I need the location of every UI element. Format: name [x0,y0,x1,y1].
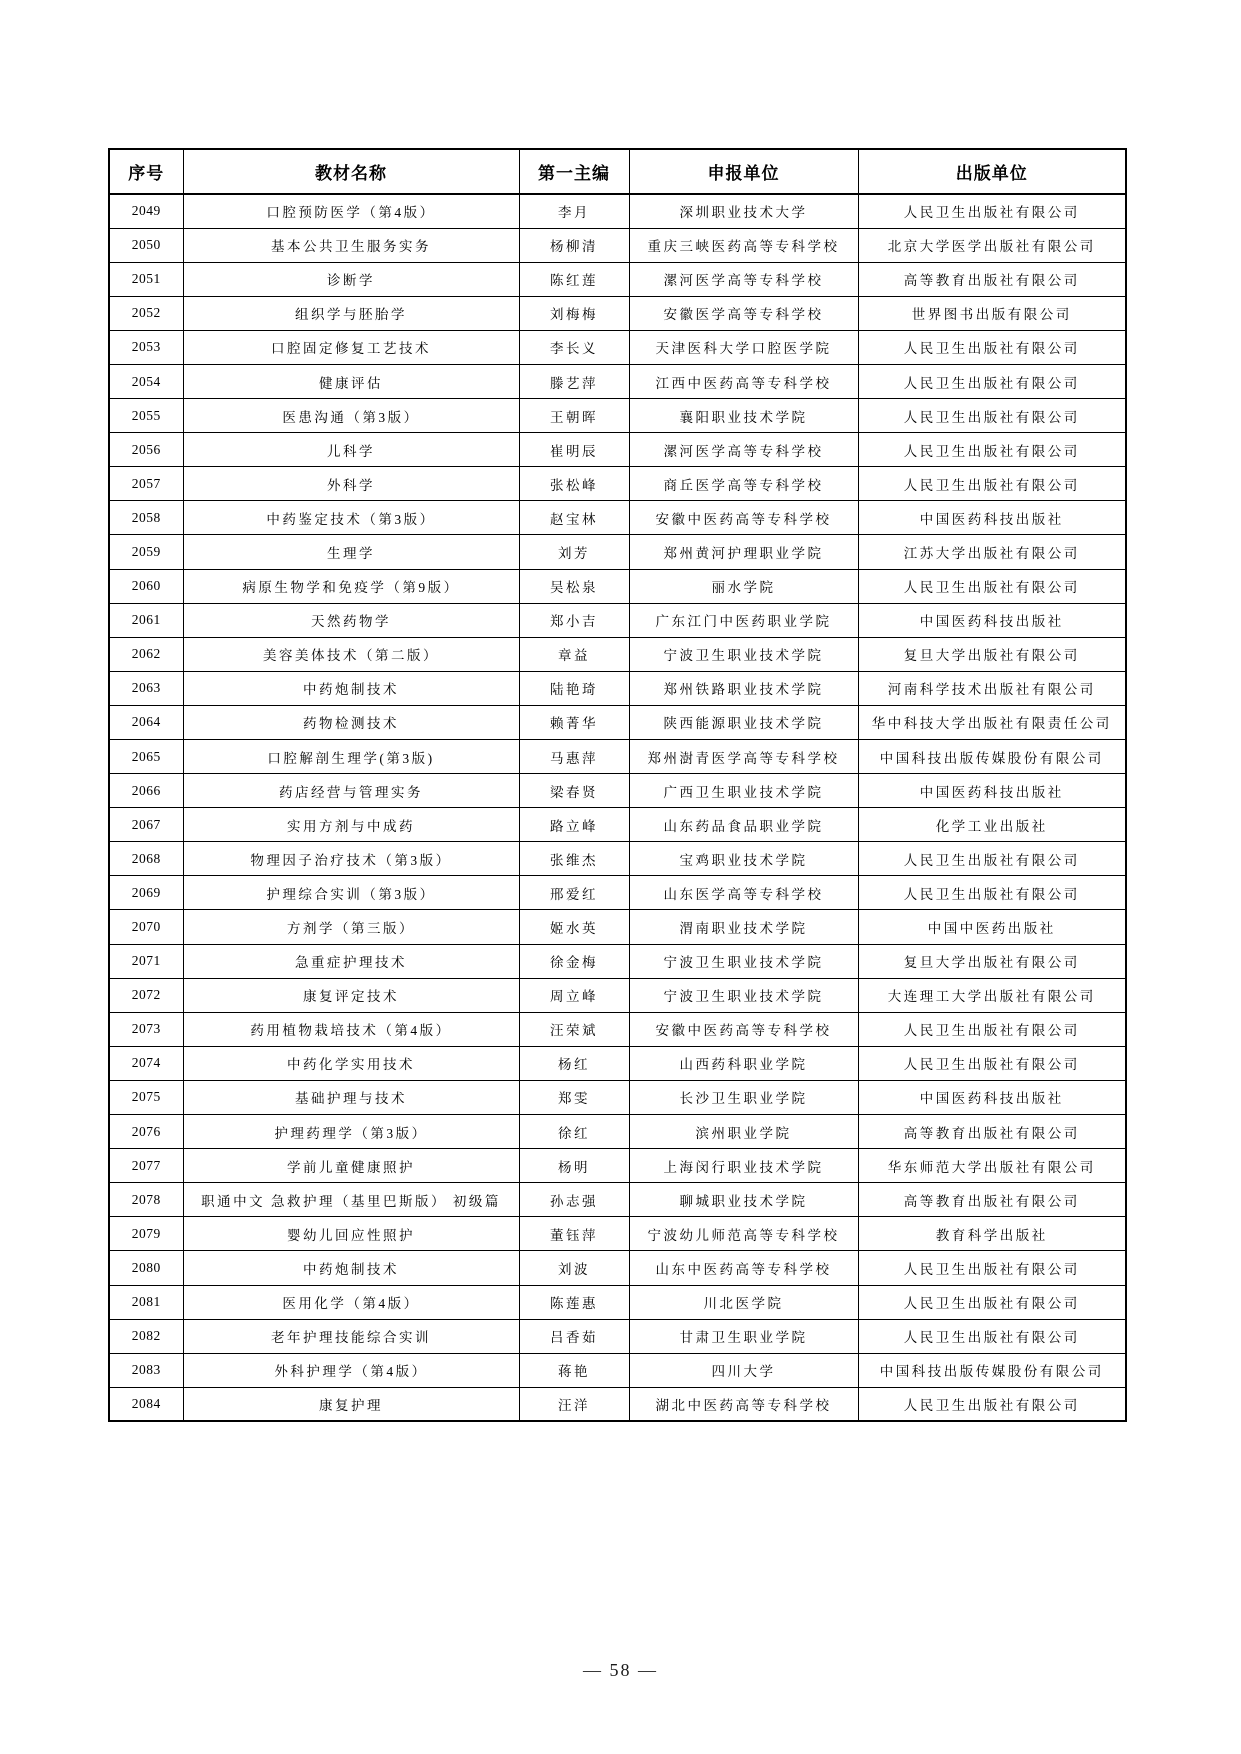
table-row [109,978,1126,1012]
cell-publisher: 中国科技出版传媒股份有限公司 [858,740,1126,774]
cell-first-editor: 郑雯 [519,1080,629,1114]
cell-first-editor: 姬水英 [519,910,629,944]
cell-serial-number: 2061 [109,603,183,637]
table-row [109,1251,1126,1285]
cell-publisher: 人民卫生出版社有限公司 [858,364,1126,398]
cell-publisher: 化学工业出版社 [858,808,1126,842]
cell-applicant-org: 陕西能源职业技术学院 [629,705,858,739]
cell-serial-number: 2072 [109,978,183,1012]
table-row [109,1353,1126,1387]
cell-publisher: 北京大学医学出版社有限公司 [858,228,1126,262]
cell-textbook-name: 儿科学 [183,433,519,467]
cell-serial-number: 2080 [109,1251,183,1285]
cell-first-editor: 董钰萍 [519,1217,629,1251]
cell-publisher: 高等教育出版社有限公司 [858,1115,1126,1149]
table-row [109,1046,1126,1080]
cell-first-editor: 邢爱红 [519,876,629,910]
cell-first-editor: 杨红 [519,1046,629,1080]
table-row [109,433,1126,467]
header-cell-title: 教材名称 [183,149,519,194]
cell-publisher: 人民卫生出版社有限公司 [858,1387,1126,1421]
cell-applicant-org: 漯河医学高等专科学校 [629,433,858,467]
cell-applicant-org: 山东医学高等专科学校 [629,876,858,910]
cell-applicant-org: 渭南职业技术学院 [629,910,858,944]
cell-publisher: 高等教育出版社有限公司 [858,1183,1126,1217]
cell-textbook-name: 诊断学 [183,262,519,296]
table-row [109,1387,1126,1421]
cell-serial-number: 2073 [109,1012,183,1046]
cell-textbook-name: 康复评定技术 [183,978,519,1012]
cell-publisher: 中国医药科技出版社 [858,774,1126,808]
cell-applicant-org: 宁波卫生职业技术学院 [629,637,858,671]
cell-serial-number: 2079 [109,1217,183,1251]
cell-publisher: 江苏大学出版社有限公司 [858,535,1126,569]
cell-applicant-org: 滨州职业学院 [629,1115,858,1149]
cell-serial-number: 2056 [109,433,183,467]
table-row [109,501,1126,535]
table-row [109,194,1126,228]
cell-first-editor: 张松峰 [519,467,629,501]
table-row [109,228,1126,262]
cell-first-editor: 杨柳清 [519,228,629,262]
table-row [109,330,1126,364]
cell-first-editor: 陆艳琦 [519,671,629,705]
cell-applicant-org: 川北医学院 [629,1285,858,1319]
cell-textbook-name: 婴幼儿回应性照护 [183,1217,519,1251]
cell-publisher: 世界图书出版有限公司 [858,296,1126,330]
cell-applicant-org: 湖北中医药高等专科学校 [629,1387,858,1421]
header-cell-no: 序号 [109,149,183,194]
table-row [109,1319,1126,1353]
cell-publisher: 人民卫生出版社有限公司 [858,569,1126,603]
cell-publisher: 中国科技出版传媒股份有限公司 [858,1353,1126,1387]
cell-first-editor: 张维杰 [519,842,629,876]
cell-textbook-name: 方剂学（第三版） [183,910,519,944]
cell-first-editor: 滕艺萍 [519,364,629,398]
cell-textbook-name: 药用植物栽培技术（第4版） [183,1012,519,1046]
table-row [109,842,1126,876]
cell-serial-number: 2064 [109,705,183,739]
cell-first-editor: 梁春贤 [519,774,629,808]
cell-publisher: 人民卫生出版社有限公司 [858,194,1126,228]
cell-textbook-name: 外科学 [183,467,519,501]
table-row [109,296,1126,330]
cell-first-editor: 刘梅梅 [519,296,629,330]
cell-publisher: 复旦大学出版社有限公司 [858,637,1126,671]
cell-first-editor: 刘芳 [519,535,629,569]
header-cell-org: 申报单位 [629,149,858,194]
cell-serial-number: 2059 [109,535,183,569]
cell-serial-number: 2063 [109,671,183,705]
cell-first-editor: 吕香茹 [519,1319,629,1353]
header-cell-editor: 第一主编 [519,149,629,194]
cell-serial-number: 2078 [109,1183,183,1217]
cell-applicant-org: 宁波幼儿师范高等专科学校 [629,1217,858,1251]
cell-applicant-org: 深圳职业技术大学 [629,194,858,228]
table-row [109,740,1126,774]
cell-textbook-name: 口腔固定修复工艺技术 [183,330,519,364]
cell-first-editor: 刘波 [519,1251,629,1285]
cell-applicant-org: 郑州铁路职业技术学院 [629,671,858,705]
cell-applicant-org: 郑州黄河护理职业学院 [629,535,858,569]
cell-publisher: 中国医药科技出版社 [858,1080,1126,1114]
header-cell-publisher: 出版单位 [858,149,1126,194]
cell-textbook-name: 药物检测技术 [183,705,519,739]
table-row [109,467,1126,501]
cell-publisher: 人民卫生出版社有限公司 [858,1012,1126,1046]
table-row [109,910,1126,944]
cell-textbook-name: 健康评估 [183,364,519,398]
cell-textbook-name: 中药化学实用技术 [183,1046,519,1080]
table-row [109,876,1126,910]
page-footer [0,1660,1241,1681]
table-row [109,637,1126,671]
cell-publisher: 人民卫生出版社有限公司 [858,467,1126,501]
table-row [109,808,1126,842]
table-row [109,944,1126,978]
cell-serial-number: 2084 [109,1387,183,1421]
cell-publisher: 大连理工大学出版社有限公司 [858,978,1126,1012]
cell-first-editor: 陈莲惠 [519,1285,629,1319]
table-row [109,364,1126,398]
cell-publisher: 人民卫生出版社有限公司 [858,433,1126,467]
cell-textbook-name: 基础护理与技术 [183,1080,519,1114]
cell-serial-number: 2057 [109,467,183,501]
table-row [109,1217,1126,1251]
table-header-row [109,149,1126,194]
cell-publisher: 人民卫生出版社有限公司 [858,1285,1126,1319]
table-row [109,705,1126,739]
table-row [109,1080,1126,1114]
cell-serial-number: 2049 [109,194,183,228]
cell-first-editor: 蒋艳 [519,1353,629,1387]
cell-first-editor: 李月 [519,194,629,228]
cell-publisher: 中国中医药出版社 [858,910,1126,944]
cell-serial-number: 2074 [109,1046,183,1080]
cell-publisher: 中国医药科技出版社 [858,501,1126,535]
cell-publisher: 中国医药科技出版社 [858,603,1126,637]
cell-textbook-name: 医患沟通（第3版） [183,399,519,433]
cell-serial-number: 2053 [109,330,183,364]
cell-applicant-org: 漯河医学高等专科学校 [629,262,858,296]
cell-applicant-org: 重庆三峡医药高等专科学校 [629,228,858,262]
table-row [109,1012,1126,1046]
table-row [109,1285,1126,1319]
cell-textbook-name: 护理药理学（第3版） [183,1115,519,1149]
cell-textbook-name: 医用化学（第4版） [183,1285,519,1319]
cell-applicant-org: 广东江门中医药职业学院 [629,603,858,637]
cell-textbook-name: 生理学 [183,535,519,569]
cell-serial-number: 2060 [109,569,183,603]
cell-first-editor: 章益 [519,637,629,671]
cell-textbook-name: 中药鉴定技术（第3版） [183,501,519,535]
cell-textbook-name: 物理因子治疗技术（第3版） [183,842,519,876]
cell-first-editor: 路立峰 [519,808,629,842]
cell-textbook-name: 实用方剂与中成药 [183,808,519,842]
cell-applicant-org: 山东中医药高等专科学校 [629,1251,858,1285]
table-row [109,1115,1126,1149]
cell-first-editor: 周立峰 [519,978,629,1012]
table-row [109,399,1126,433]
cell-publisher: 教育科学出版社 [858,1217,1126,1251]
cell-textbook-name: 药店经营与管理实务 [183,774,519,808]
cell-applicant-org: 山西药科职业学院 [629,1046,858,1080]
cell-first-editor: 吴松泉 [519,569,629,603]
table-row [109,535,1126,569]
cell-textbook-name: 病原生物学和免疫学（第9版） [183,569,519,603]
table-row [109,262,1126,296]
cell-applicant-org: 宁波卫生职业技术学院 [629,978,858,1012]
cell-first-editor: 赖菁华 [519,705,629,739]
cell-serial-number: 2062 [109,637,183,671]
cell-applicant-org: 襄阳职业技术学院 [629,399,858,433]
cell-serial-number: 2076 [109,1115,183,1149]
cell-applicant-org: 天津医科大学口腔医学院 [629,330,858,364]
cell-publisher: 人民卫生出版社有限公司 [858,842,1126,876]
cell-serial-number: 2051 [109,262,183,296]
cell-textbook-name: 老年护理技能综合实训 [183,1319,519,1353]
cell-first-editor: 汪荣斌 [519,1012,629,1046]
cell-applicant-org: 安徽中医药高等专科学校 [629,501,858,535]
cell-textbook-name: 学前儿童健康照护 [183,1149,519,1183]
cell-serial-number: 2065 [109,740,183,774]
cell-textbook-name: 急重症护理技术 [183,944,519,978]
cell-serial-number: 2075 [109,1080,183,1114]
cell-publisher: 人民卫生出版社有限公司 [858,1319,1126,1353]
cell-serial-number: 2077 [109,1149,183,1183]
cell-textbook-name: 组织学与胚胎学 [183,296,519,330]
cell-applicant-org: 广西卫生职业技术学院 [629,774,858,808]
cell-publisher: 复旦大学出版社有限公司 [858,944,1126,978]
cell-applicant-org: 安徽医学高等专科学校 [629,296,858,330]
cell-first-editor: 陈红莲 [519,262,629,296]
cell-textbook-name: 康复护理 [183,1387,519,1421]
cell-serial-number: 2066 [109,774,183,808]
table-row [109,671,1126,705]
cell-applicant-org: 宁波卫生职业技术学院 [629,944,858,978]
cell-applicant-org: 上海闵行职业技术学院 [629,1149,858,1183]
cell-serial-number: 2068 [109,842,183,876]
cell-applicant-org: 甘肃卫生职业学院 [629,1319,858,1353]
cell-textbook-name: 美容美体技术（第二版） [183,637,519,671]
cell-first-editor: 杨明 [519,1149,629,1183]
cell-first-editor: 赵宝林 [519,501,629,535]
cell-first-editor: 汪洋 [519,1387,629,1421]
cell-applicant-org: 四川大学 [629,1353,858,1387]
table-row [109,1149,1126,1183]
table-header [109,149,1126,194]
textbook-table [108,148,1127,1422]
cell-serial-number: 2070 [109,910,183,944]
cell-publisher: 人民卫生出版社有限公司 [858,1046,1126,1080]
cell-first-editor: 王朝晖 [519,399,629,433]
cell-first-editor: 马惠萍 [519,740,629,774]
cell-applicant-org: 商丘医学高等专科学校 [629,467,858,501]
page-number: — 58 — [583,1660,658,1680]
cell-first-editor: 孙志强 [519,1183,629,1217]
cell-serial-number: 2055 [109,399,183,433]
table-body [109,194,1126,1421]
cell-serial-number: 2050 [109,228,183,262]
cell-first-editor: 徐红 [519,1115,629,1149]
cell-serial-number: 2082 [109,1319,183,1353]
cell-applicant-org: 宝鸡职业技术学院 [629,842,858,876]
cell-first-editor: 崔明辰 [519,433,629,467]
cell-serial-number: 2058 [109,501,183,535]
cell-textbook-name: 口腔预防医学（第4版） [183,194,519,228]
cell-serial-number: 2069 [109,876,183,910]
cell-publisher: 华中科技大学出版社有限责任公司 [858,705,1126,739]
table-row [109,1183,1126,1217]
cell-textbook-name: 天然药物学 [183,603,519,637]
cell-publisher: 人民卫生出版社有限公司 [858,330,1126,364]
cell-serial-number: 2052 [109,296,183,330]
cell-serial-number: 2071 [109,944,183,978]
cell-textbook-name: 护理综合实训（第3版） [183,876,519,910]
cell-textbook-name: 职通中文 急救护理（基里巴斯版） 初级篇 [183,1183,519,1217]
cell-first-editor: 徐金梅 [519,944,629,978]
cell-textbook-name: 中药炮制技术 [183,671,519,705]
cell-publisher: 人民卫生出版社有限公司 [858,876,1126,910]
table-row [109,774,1126,808]
table-row [109,569,1126,603]
cell-applicant-org: 长沙卫生职业学院 [629,1080,858,1114]
cell-serial-number: 2054 [109,364,183,398]
cell-textbook-name: 口腔解剖生理学(第3版) [183,740,519,774]
cell-publisher: 人民卫生出版社有限公司 [858,1251,1126,1285]
cell-applicant-org: 郑州澍青医学高等专科学校 [629,740,858,774]
cell-applicant-org: 山东药品食品职业学院 [629,808,858,842]
cell-textbook-name: 外科护理学（第4版） [183,1353,519,1387]
table-row [109,603,1126,637]
cell-publisher: 人民卫生出版社有限公司 [858,399,1126,433]
cell-publisher: 华东师范大学出版社有限公司 [858,1149,1126,1183]
cell-applicant-org: 江西中医药高等专科学校 [629,364,858,398]
cell-serial-number: 2083 [109,1353,183,1387]
cell-serial-number: 2067 [109,808,183,842]
cell-publisher: 高等教育出版社有限公司 [858,262,1126,296]
cell-textbook-name: 基本公共卫生服务实务 [183,228,519,262]
cell-serial-number: 2081 [109,1285,183,1319]
cell-publisher: 河南科学技术出版社有限公司 [858,671,1126,705]
cell-textbook-name: 中药炮制技术 [183,1251,519,1285]
cell-applicant-org: 丽水学院 [629,569,858,603]
cell-applicant-org: 安徽中医药高等专科学校 [629,1012,858,1046]
cell-applicant-org: 聊城职业技术学院 [629,1183,858,1217]
cell-first-editor: 郑小吉 [519,603,629,637]
cell-first-editor: 李长义 [519,330,629,364]
